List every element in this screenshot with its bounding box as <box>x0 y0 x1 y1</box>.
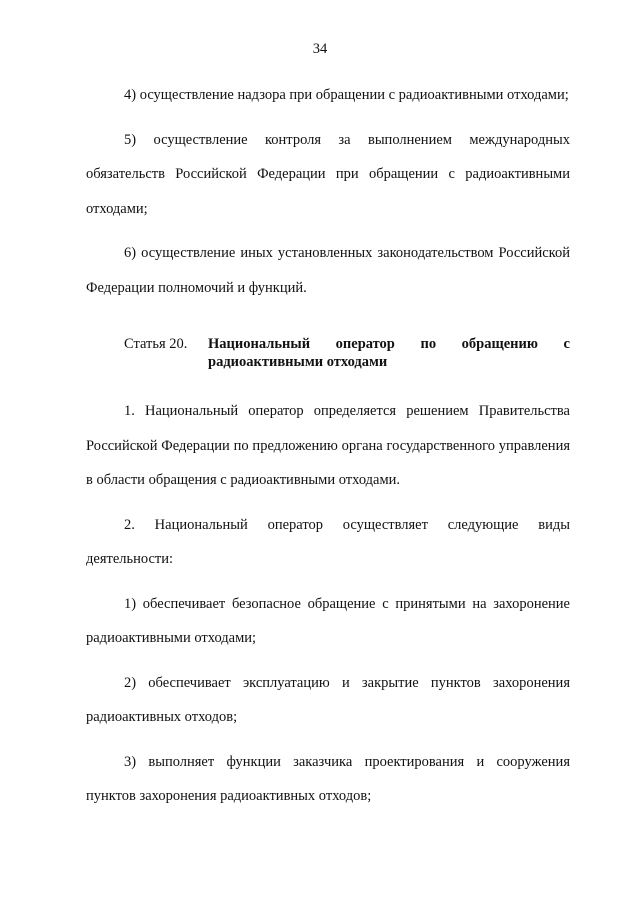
paragraph-clause-1: 1. Национальный оператор определяется решением Правительства Российской Федерации по предложению органа государственного управления в области обращения с радиоактивными отходами. <box>86 403 570 488</box>
article-number: Статья 20. <box>124 336 188 352</box>
paragraph-clause-2: 2. Национальный оператор осуществляет следующие виды деятельности: <box>86 516 570 567</box>
article-title: Национальный оператор по обращению с радиоактивными отходами <box>208 336 570 370</box>
paragraph-item-5: 5) осуществление контроля за выполнением международных обязательств Российской Федерации при обращении с радиоактивными отходами; <box>86 131 570 217</box>
page-number: 34 <box>312 41 328 57</box>
paragraph-subitem-1: 1) обеспечивает безопасное обращение с принятыми на захоронение радиоактивными отходами; <box>86 595 570 646</box>
paragraph-subitem-3: 3) выполняет функции заказчика проектирования и сооружения пунктов захоронения радиоактивных отходов; <box>86 753 570 804</box>
document-body <box>86 78 570 824</box>
paragraph-item-6: 6) осуществление иных установленных законодательством Российской Федерации полномочий и функций. <box>86 245 570 296</box>
paragraph-item-4: 4) осуществление надзора при обращении с радиоактивными отходами; <box>124 87 569 103</box>
article-heading <box>86 335 570 371</box>
paragraph-subitem-2: 2) обеспечивает эксплуатацию и закрытие пунктов захоронения радиоактивных отходов; <box>86 674 570 725</box>
